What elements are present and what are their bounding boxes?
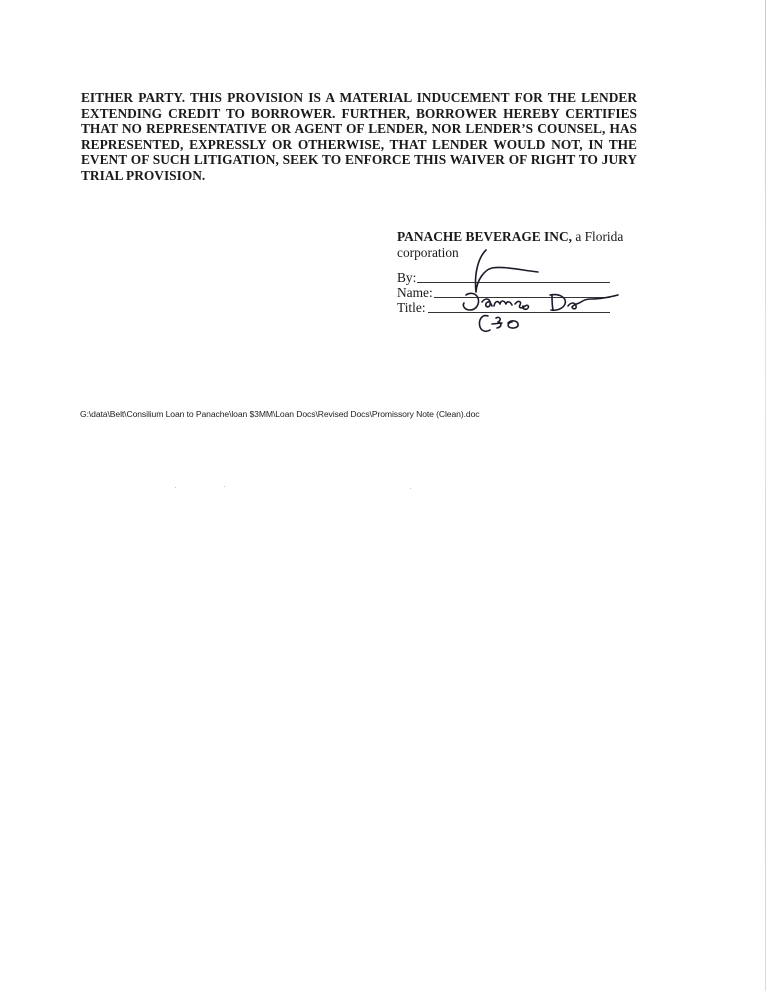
by-label: By: bbox=[397, 270, 417, 286]
handwritten-title-c bbox=[479, 316, 490, 332]
company-line bbox=[397, 229, 627, 245]
body-paragraph: EITHER PARTY. THIS PROVISION IS A MATERIAL INDUCEMENT FOR THE LENDER EXTENDING CREDIT TO BORROWER. FURTHER, BORROWER HEREBY CERTIFIES THAT NO REPRESENTATIVE OR AGENT OF LENDER, NOR LENDER’S COUNSEL, HAS REPRESENTED, EXPRESSLY OR OTHERWISE, THAT LENDER WOULD NOT, IN THE EVENT OF SUCH LITIGATION, SEEK TO ENFORCE THIS WAIVER OF RIGHT TO JURY TRIAL PROVISION. bbox=[81, 90, 637, 183]
scan-speck bbox=[410, 488, 411, 489]
handwritten-name-j bbox=[463, 293, 478, 310]
scan-speck bbox=[175, 487, 176, 488]
name-label: Name: bbox=[397, 285, 433, 301]
title-label: Title: bbox=[397, 300, 426, 316]
company-name: PANACHE BEVERAGE INC, bbox=[397, 229, 572, 244]
handwritten-signature bbox=[440, 244, 630, 339]
handwritten-name-d bbox=[550, 295, 565, 311]
company-suffix: a Florida bbox=[571, 229, 624, 244]
company-type: corporation bbox=[397, 244, 459, 260]
scan-edge-line bbox=[765, 0, 766, 991]
footer-file-path: G:\data\Belt\Consilium Loan to Panache\loan $3MM\Loan Docs\Revised Docs\Promissory Note (Clean).doc bbox=[80, 409, 480, 419]
scan-speck bbox=[224, 486, 225, 487]
signature-stroke bbox=[475, 250, 538, 292]
